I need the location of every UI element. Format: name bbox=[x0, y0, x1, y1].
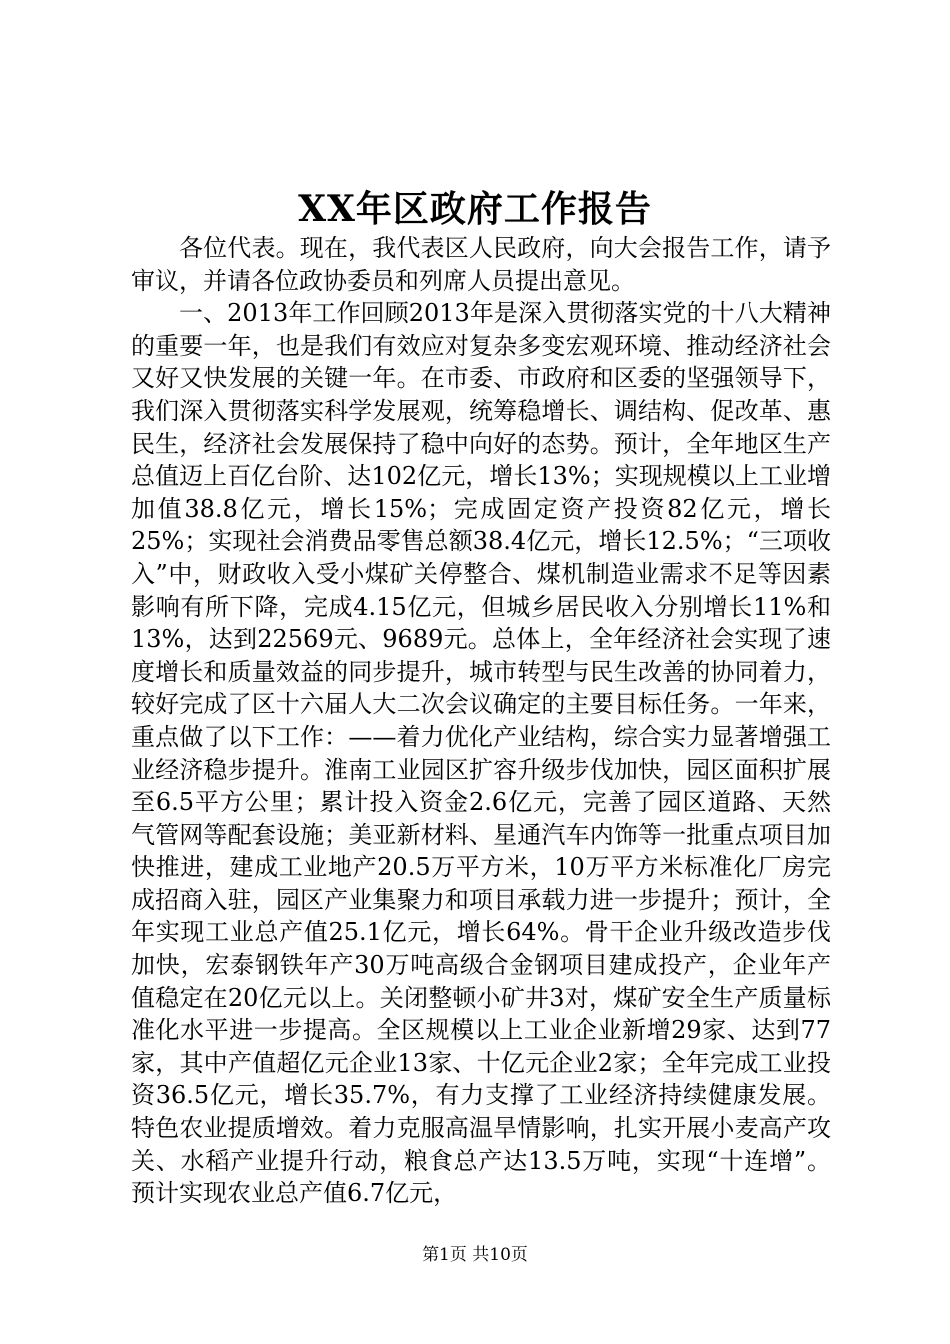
page-footer: 第1页 共10页 bbox=[422, 1245, 528, 1265]
document-body bbox=[131, 232, 831, 1210]
paragraph: 各位代表。现在，我代表区人民政府，向大会报告工作，请予审议，并请各位政协委员和列席人员提出意见。 bbox=[131, 234, 831, 295]
document-title: XX年区政府工作报告 bbox=[298, 188, 652, 230]
paragraph: 一、2013年工作回顾2013年是深入贯彻落实党的十八大精神的重要一年，也是我们有效应对复杂多变宏观环境、推动经济社会又好又快发展的关键一年。在市委、市政府和区委的坚强领导下，我们深入贯彻落实科学发展观，统筹稳增长、调结构、促改革、惠民生，经济社会发展保持了稳中向好的态势。预计，全年地区生产总值迈上百亿台阶、达102亿元，增长13%；实现规模以上工业增加值38.8亿元，增长15%；完成固定资产投资82亿元，增长25%；实现社会消费品零售总额38.4亿元，增长12.5%；“三项收入”中，财政收入受小煤矿关停整合、煤机制造业需求不足等因素影响有所下降，完成4.15亿元，但城乡居民收入分别增长11%和13%，达到22569元、9689元。总体上，全年经济社会实现了速度增长和质量效益的同步提升，城市转型与民生改善的协同着力，较好完成了区十六届人大二次会议确定的主要目标任务。一年来，重点做了以下工作：——着力优化产业结构，综合实力显著增强工业经济稳步提升。淮南工业园区扩容升级步伐加快，园区面积扩展至6.5平方公里；累计投入资金2.6亿元，完善了园区道路、天然气管网等配套设施；美亚新材料、星通汽车内饰等一批重点项目加快推进，建成工业地产20.5万平方米，10万平方米标准化厂房完成招商入驻，园区产业集聚力和项目承载力进一步提升；预计，全年实现工业总产值25.1亿元，增长64%。骨干企业升级改造步伐加快，宏泰钢铁年产30万吨高级合金钢项目建成投产，企业年产值稳定在20亿元以上。关闭整顿小矿井3对，煤矿安全生产质量标准化水平进一步提高。全区规模以上工业企业新增29家、达到77家，其中产值超亿元企业13家、十亿元企业2家；全年完成工业投资36.5亿元，增长35.7%，有力支撑了工业经济持续健康发展。特色农业提质增效。着力克服高温旱情影响，扎实开展小麦高产攻关、水稻产业提升行动，粮食总产达13.5万吨，实现“十连增”。预计实现农业总产值6.7亿元， bbox=[131, 299, 831, 1208]
